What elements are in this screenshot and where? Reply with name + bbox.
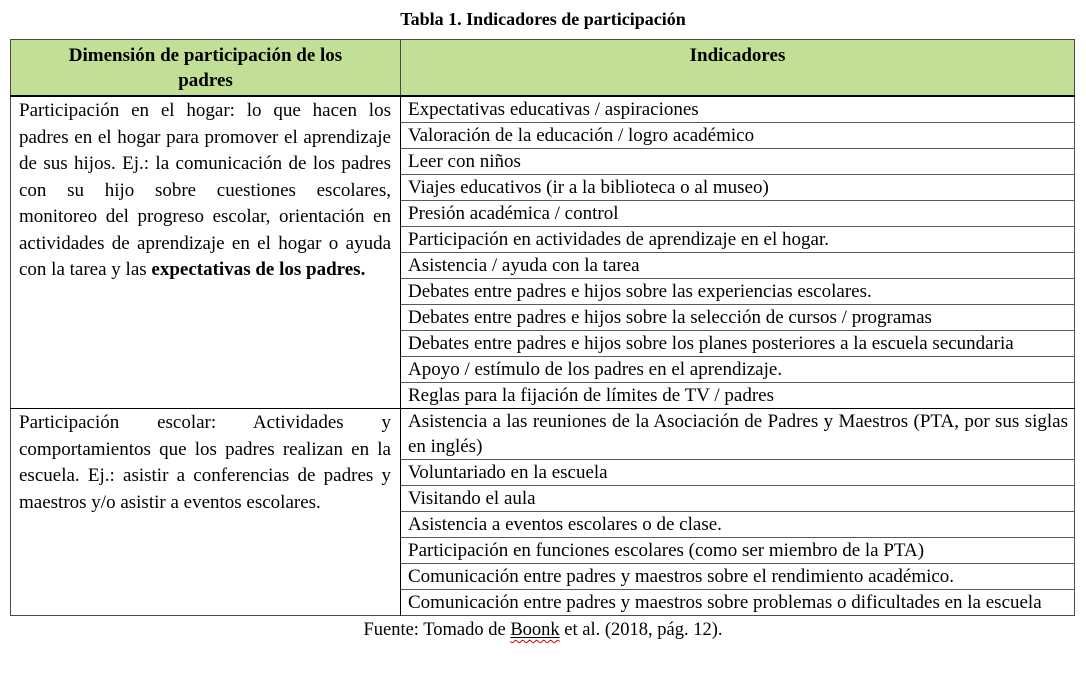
indicator-cell: Expectativas educativas / aspiraciones <box>401 96 1075 123</box>
indicator-cell: Valoración de la educación / logro académico <box>401 123 1075 149</box>
table-body <box>11 96 1075 616</box>
dimension-bold-text: expectativas de los padres. <box>151 259 366 280</box>
header-cell-dimension: Dimensión de participación de los padres <box>11 40 401 97</box>
header-cell-indicadores: Indicadores <box>401 40 1075 97</box>
indicator-cell: Leer con niños <box>401 149 1075 175</box>
indicator-cell: Reglas para la fijación de límites de TV / padres <box>401 383 1075 409</box>
indicator-cell: Voluntariado en la escuela <box>401 460 1075 486</box>
indicator-cell: Presión académica / control <box>401 201 1075 227</box>
table-title: Tabla 1. Indicadores de participación <box>400 9 686 29</box>
source-caption <box>0 618 1086 642</box>
indicator-cell: Participación en funciones escolares (como ser miembro de la PTA) <box>401 538 1075 564</box>
indicator-cell: Apoyo / estímulo de los padres en el aprendizaje. <box>401 357 1075 383</box>
indicator-cell: Debates entre padres e hijos sobre los planes posteriores a la escuela secundaria <box>401 331 1075 357</box>
table-row <box>11 409 1075 460</box>
dimension-text: Participación en el hogar: lo que hacen los padres en el hogar para promover el aprendizaje de sus hijos. Ej.: la comunicación de los padres con su hijo sobre cuestiones escolares, monitoreo del progreso escolar, orientación en actividades de aprendizaje en el hogar o ayuda con la tarea y las <box>19 100 391 280</box>
table-header-row <box>11 40 1075 97</box>
indicator-cell: Asistencia / ayuda con la tarea <box>401 253 1075 279</box>
indicator-cell: Comunicación entre padres y maestros sobre problemas o dificultades en la escuela <box>401 590 1075 616</box>
indicator-cell: Asistencia a las reuniones de la Asociación de Padres y Maestros (PTA, por sus siglas en inglés) <box>401 409 1075 460</box>
dimension-cell <box>11 96 401 409</box>
indicator-cell: Debates entre padres e hijos sobre la selección de cursos / programas <box>401 305 1075 331</box>
participation-table <box>10 39 1075 616</box>
indicator-cell: Participación en actividades de aprendizaje en el hogar. <box>401 227 1075 253</box>
indicator-cell: Visitando el aula <box>401 486 1075 512</box>
source-prefix: Fuente: Tomado de <box>363 620 511 640</box>
indicator-cell: Viajes educativos (ir a la biblioteca o al museo) <box>401 175 1075 201</box>
dimension-text: Participación escolar: Actividades y comportamientos que los padres realizan en la escuela. Ej.: asistir a conferencias de padres y maestros y/o asistir a eventos escolares. <box>19 412 391 513</box>
table-row <box>11 96 1075 123</box>
indicator-cell: Comunicación entre padres y maestros sobre el rendimiento académico. <box>401 564 1075 590</box>
dimension-cell <box>11 409 401 616</box>
misspelled-word: Boonk <box>510 620 560 640</box>
source-suffix: et al. (2018, pág. 12). <box>559 620 723 640</box>
indicator-cell: Debates entre padres e hijos sobre las experiencias escolares. <box>401 279 1075 305</box>
indicator-cell: Asistencia a eventos escolares o de clase. <box>401 512 1075 538</box>
